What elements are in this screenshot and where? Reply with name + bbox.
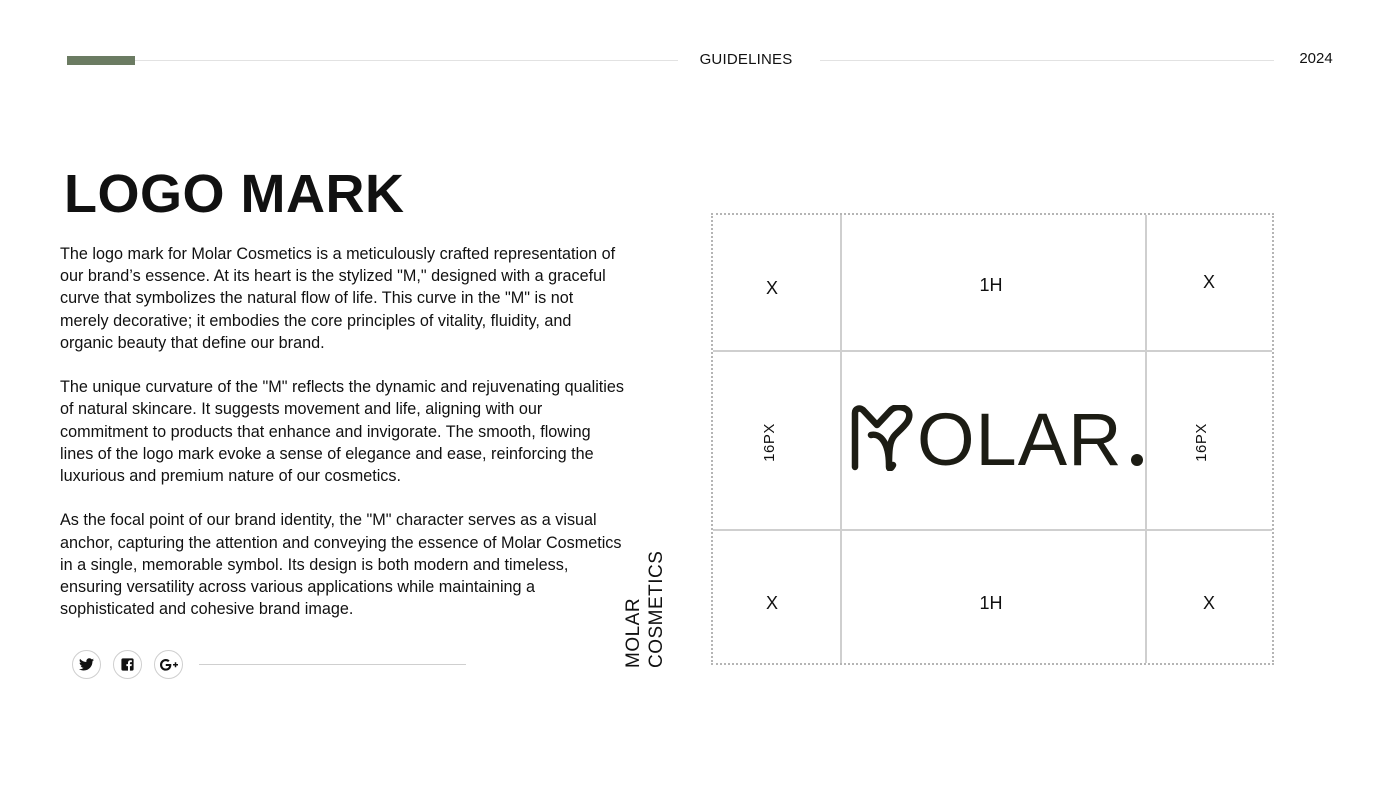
google-plus-button[interactable] [154,650,183,679]
social-divider [199,664,466,665]
logo-wordmark: OLAR [917,405,1123,471]
twitter-button[interactable] [72,650,101,679]
paragraph: The unique curvature of the "M" reflects the dynamic and rejuvenating qualities of natural skincare. It suggests movement and life, aligning with our commitment to products that enhance and invigorate. The smooth, flowing lines of the logo mark evoke a sense of elegance and ease, reinforcing the luxurious and premium nature of our cosmetics. [60,378,624,486]
clearspace-label-top-left: X [765,278,778,298]
paragraph: As the focal point of our brand identity, the "M" character serves as a visual anchor, capturing the attention and conveying the essence of Molar Cosmetics in a single, memorable symbol. Its design is both modern and timeless, ensuring versatility across various applications while maintaining a sophisticated and cohesive brand image. [60,511,622,619]
facebook-button[interactable] [113,650,142,679]
header-section-label: GUIDELINES [699,51,793,68]
clearspace-label-mid-left: 16PX [760,423,778,462]
header-year: 2024 [1299,50,1333,67]
paragraph: The logo mark for Molar Cosmetics is a meticulously crafted representation of our brand’s essence. At its heart is the stylized "M," designed with a graceful curve that symbolizes the natural flow of life. This curve in the "M" is not merely decorative; it embodies the core principles of vitality, fluidity, and organic beauty that define our brand. [60,245,616,352]
brand-line-1: MOLAR [623,597,644,668]
body-text [60,243,626,643]
google-plus-icon [160,659,178,671]
molar-logo [851,405,1147,476]
clearspace-grid [711,213,1274,665]
clearspace-label-top-right: X [1202,272,1215,292]
twitter-icon [79,658,94,671]
grid-line [713,350,1272,352]
grid-line [840,215,842,663]
header-accent-bar [67,56,135,65]
clearspace-label-bottom-center: 1H [979,593,1003,613]
molar-m-icon [855,407,909,468]
clearspace-label-mid-right: 16PX [1192,423,1210,462]
brand-vertical-label [622,548,668,668]
clearspace-label-bottom-left: X [765,593,778,613]
page-title: LOGO MARK [64,164,405,224]
clearspace-label-top-center: 1H [979,275,1003,295]
facebook-icon [121,658,134,671]
brand-line-2: COSMETICS [646,550,667,668]
grid-line [713,529,1272,531]
header-rule-right [820,60,1274,61]
logo-dot [1131,454,1143,466]
header-rule-left [135,60,678,61]
clearspace-label-bottom-right: X [1202,593,1215,613]
